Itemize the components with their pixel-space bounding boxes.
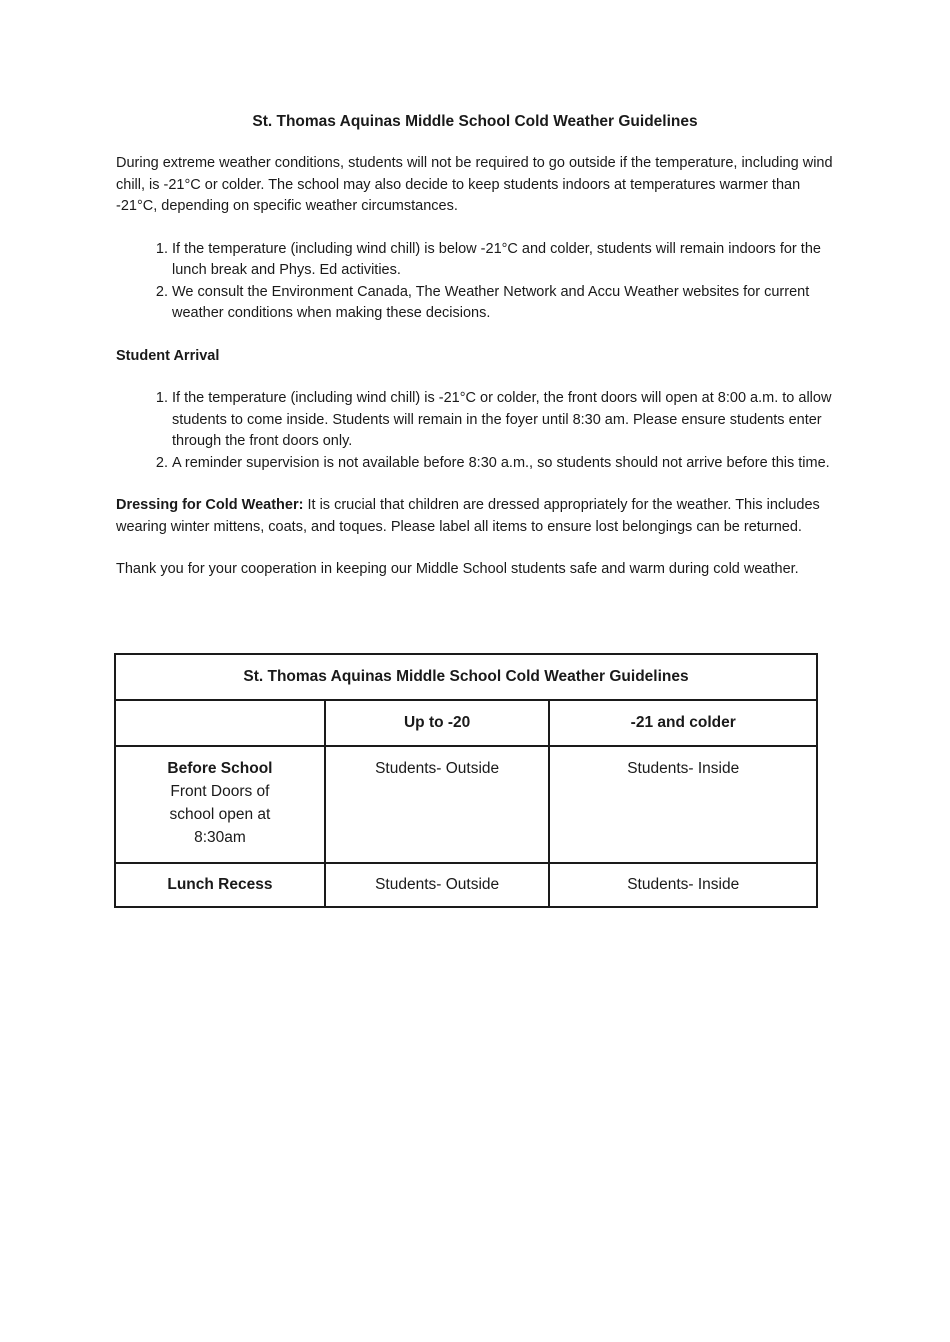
table-cell: Students- Outside [325, 863, 550, 907]
arrival-list [116, 388, 834, 474]
list-item: 2. A reminder supervision is not available before 8:30 a.m., so students should not arrive before this time. [172, 453, 834, 475]
row-sublabel: Front Doors of school open at 8:30am [169, 783, 271, 846]
list-item: 1. If the temperature (including wind chill) is below -21°C and colder, students will remain indoors for the lunch break and Phys. Ed activities. [172, 239, 834, 282]
list-item: 2. We consult the Environment Canada, The Weather Network and Accu Weather websites for current weather conditions when making these decisions. [172, 282, 834, 325]
guidelines-table [114, 653, 818, 908]
dressing-paragraph [116, 495, 834, 538]
document-title: St. Thomas Aquinas Middle School Cold Weather Guidelines [252, 113, 698, 130]
table-cell: Students- Inside [549, 863, 817, 907]
document-body [116, 112, 834, 581]
section-heading-student-arrival: Student Arrival [116, 347, 220, 364]
guideline-list [116, 239, 834, 325]
table-cell: Students- Outside [325, 746, 550, 863]
row-label-cell [115, 863, 325, 907]
row-label: Lunch Recess [167, 876, 273, 893]
table-header-21-and-colder: -21 and colder [549, 700, 817, 746]
list-item: 1. If the temperature (including wind chill) is -21°C or colder, the front doors will open at 8:00 a.m. to allow students to come inside. Students will remain in the foyer until 8:30 am. Please ensure students enter through the front doors only. [172, 388, 834, 453]
table-cell: Students- Inside [549, 746, 817, 863]
intro-paragraph: During extreme weather conditions, students will not be required to go outside if the temperature, including wind chill, is -21°C or colder. The school may also decide to keep students indoors at temperatures warmer than -21°C, depending on specific weather circumstances. [116, 155, 833, 214]
thanks-paragraph: Thank you for your cooperation in keeping our Middle School students safe and warm during cold weather. [116, 561, 799, 577]
dressing-label: Dressing for Cold Weather: [116, 497, 304, 513]
dressing-text: It is crucial that children are dressed appropriately for the weather. This includes wearing winter mittens, coats, and toques. Please label all items to ensure lost belongings can be returned. [116, 497, 820, 535]
table-header-empty [115, 700, 325, 746]
table-row [115, 746, 817, 863]
table-header-up-to-20: Up to -20 [325, 700, 550, 746]
table-row [115, 863, 817, 907]
row-label: Before School [167, 760, 273, 777]
table-title: St. Thomas Aquinas Middle School Cold Weather Guidelines [115, 654, 817, 700]
row-label-cell [115, 746, 325, 863]
